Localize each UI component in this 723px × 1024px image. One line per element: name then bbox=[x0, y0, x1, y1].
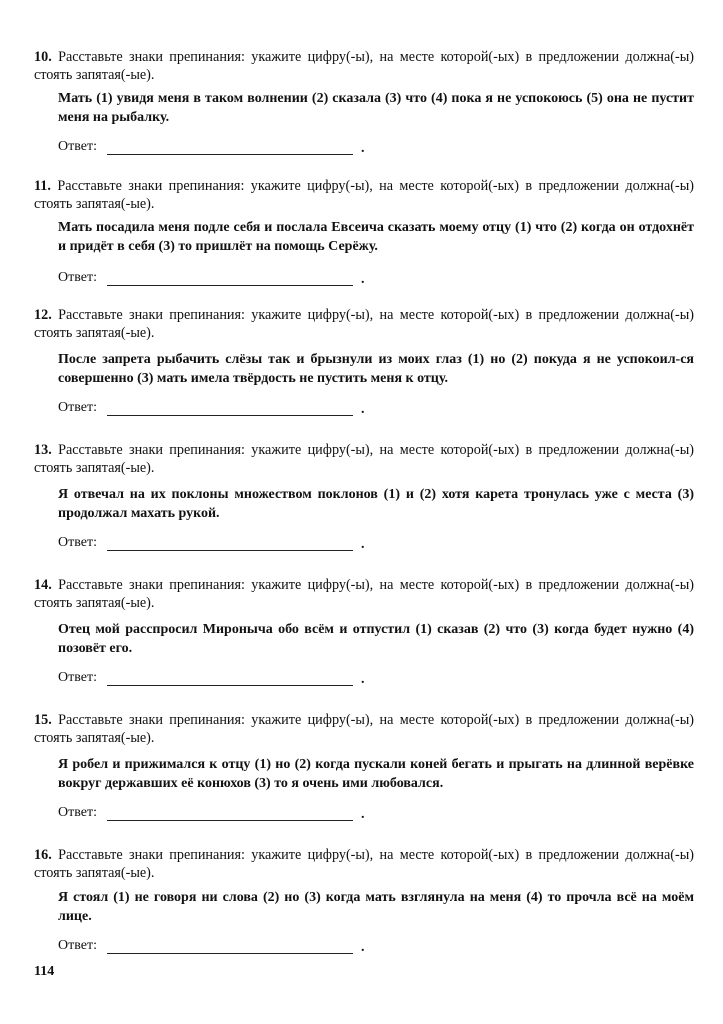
task-11 bbox=[34, 177, 694, 290]
answer-field[interactable] bbox=[107, 550, 353, 551]
task-16 bbox=[34, 846, 694, 958]
task-12 bbox=[34, 306, 694, 420]
answer-field[interactable] bbox=[107, 820, 353, 821]
task-sentence: Мать посадила меня подле себя и послала Евсеича сказать моему отцу (1) что (2) когда он отдохнёт и придёт в себя (3) то пришлёт на помощь Серёжу. bbox=[58, 220, 694, 254]
answer-end-mark: . bbox=[361, 807, 365, 822]
answer-end-mark: . bbox=[361, 940, 365, 955]
task-10 bbox=[34, 48, 694, 159]
answer-field[interactable] bbox=[107, 685, 353, 686]
answer-row bbox=[58, 270, 694, 290]
answer-row bbox=[58, 400, 694, 420]
answer-end-mark: . bbox=[361, 272, 365, 287]
page-number: 114 bbox=[34, 964, 55, 979]
task-number: 12. bbox=[34, 307, 52, 323]
answer-label: Ответ: bbox=[58, 670, 97, 685]
answer-end-mark: . bbox=[361, 402, 365, 417]
answer-label: Ответ: bbox=[58, 270, 97, 285]
task-instruction-text: Расставьте знаки препинания: укажите цифру(-ы), на месте которой(-ых) в предложении должна(-ы) стоять запятая(-ые). bbox=[34, 178, 694, 212]
task-13 bbox=[34, 441, 694, 555]
task-sentence: Я стоял (1) не говоря ни слова (2) но (3) когда мать взглянула на меня (4) то прочла всё на моём лице. bbox=[58, 890, 694, 924]
task-instruction-text: Расставьте знаки препинания: укажите цифру(-ы), на месте которой(-ых) в предложении должна(-ы) стоять запятая(-ые). bbox=[34, 442, 695, 476]
task-14 bbox=[34, 576, 694, 690]
task-instruction-text: Расставьте знаки препинания: укажите цифру(-ы), на месте которой(-ых) в предложении должна(-ы) стоять запятая(-ые). bbox=[34, 307, 695, 341]
task-number: 10. bbox=[34, 49, 52, 65]
task-instruction bbox=[34, 711, 694, 747]
answer-field[interactable] bbox=[107, 285, 353, 286]
answer-label: Ответ: bbox=[58, 938, 97, 953]
task-instruction-text: Расставьте знаки препинания: укажите цифру(-ы), на месте которой(-ых) в предложении должна(-ы) стоять запятая(-ые). bbox=[34, 847, 695, 881]
task-instruction bbox=[34, 48, 694, 84]
task-instruction-text: Расставьте знаки препинания: укажите цифру(-ы), на месте которой(-ых) в предложении должна(-ы) стоять запятая(-ые). bbox=[34, 712, 695, 746]
answer-label: Ответ: bbox=[58, 400, 97, 415]
task-sentence: Я робел и прижимался к отцу (1) но (2) когда пускали коней бегать и прыгать на длинной верёвке вокруг державших её конюхов (3) то я очень ими любовался. bbox=[58, 757, 694, 791]
answer-end-mark: . bbox=[361, 141, 365, 156]
answer-row bbox=[58, 805, 694, 825]
task-sentence: Я отвечал на их поклоны множеством поклонов (1) и (2) хотя карета тронулась уже с места (3) продолжал махать рукой. bbox=[58, 487, 694, 521]
answer-label: Ответ: bbox=[58, 805, 97, 820]
task-sentence: После запрета рыбачить слёзы так и брызнули из моих глаз (1) но (2) покуда я не успокоил-ся совершенно (3) мать имела твёрдость не пустить меня к отцу. bbox=[58, 352, 694, 386]
task-15 bbox=[34, 711, 694, 825]
answer-label: Ответ: bbox=[58, 139, 97, 154]
answer-field[interactable] bbox=[107, 154, 353, 155]
answer-end-mark: . bbox=[361, 537, 365, 552]
answer-row bbox=[58, 139, 694, 159]
task-instruction bbox=[34, 576, 694, 612]
task-instruction bbox=[34, 441, 694, 477]
task-instruction bbox=[34, 846, 694, 882]
task-instruction-text: Расставьте знаки препинания: укажите цифру(-ы), на месте которой(-ых) в предложении должна(-ы) стоять запятая(-ые). bbox=[34, 577, 695, 611]
answer-row bbox=[58, 670, 694, 690]
task-instruction bbox=[34, 306, 694, 342]
task-instruction bbox=[34, 177, 694, 213]
task-number: 11. bbox=[34, 178, 51, 194]
answer-field[interactable] bbox=[107, 415, 353, 416]
task-number: 14. bbox=[34, 577, 52, 593]
answer-field[interactable] bbox=[107, 953, 353, 954]
task-sentence: Мать (1) увидя меня в таком волнении (2) сказала (3) что (4) пока я не успокоюсь (5) она не пустит меня на рыбалку. bbox=[58, 91, 694, 125]
task-instruction-text: Расставьте знаки препинания: укажите цифру(-ы), на месте которой(-ых) в предложении должна(-ы) стоять запятая(-ые). bbox=[34, 49, 695, 83]
answer-row bbox=[58, 938, 694, 958]
task-number: 15. bbox=[34, 712, 52, 728]
answer-end-mark: . bbox=[361, 672, 365, 687]
task-number: 13. bbox=[34, 442, 52, 458]
answer-label: Ответ: bbox=[58, 535, 97, 550]
answer-row bbox=[58, 535, 694, 555]
task-sentence: Отец мой расспросил Мироныча обо всём и отпустил (1) сказав (2) что (3) когда будет нужно (4) позовёт его. bbox=[58, 622, 694, 656]
task-number: 16. bbox=[34, 847, 52, 863]
